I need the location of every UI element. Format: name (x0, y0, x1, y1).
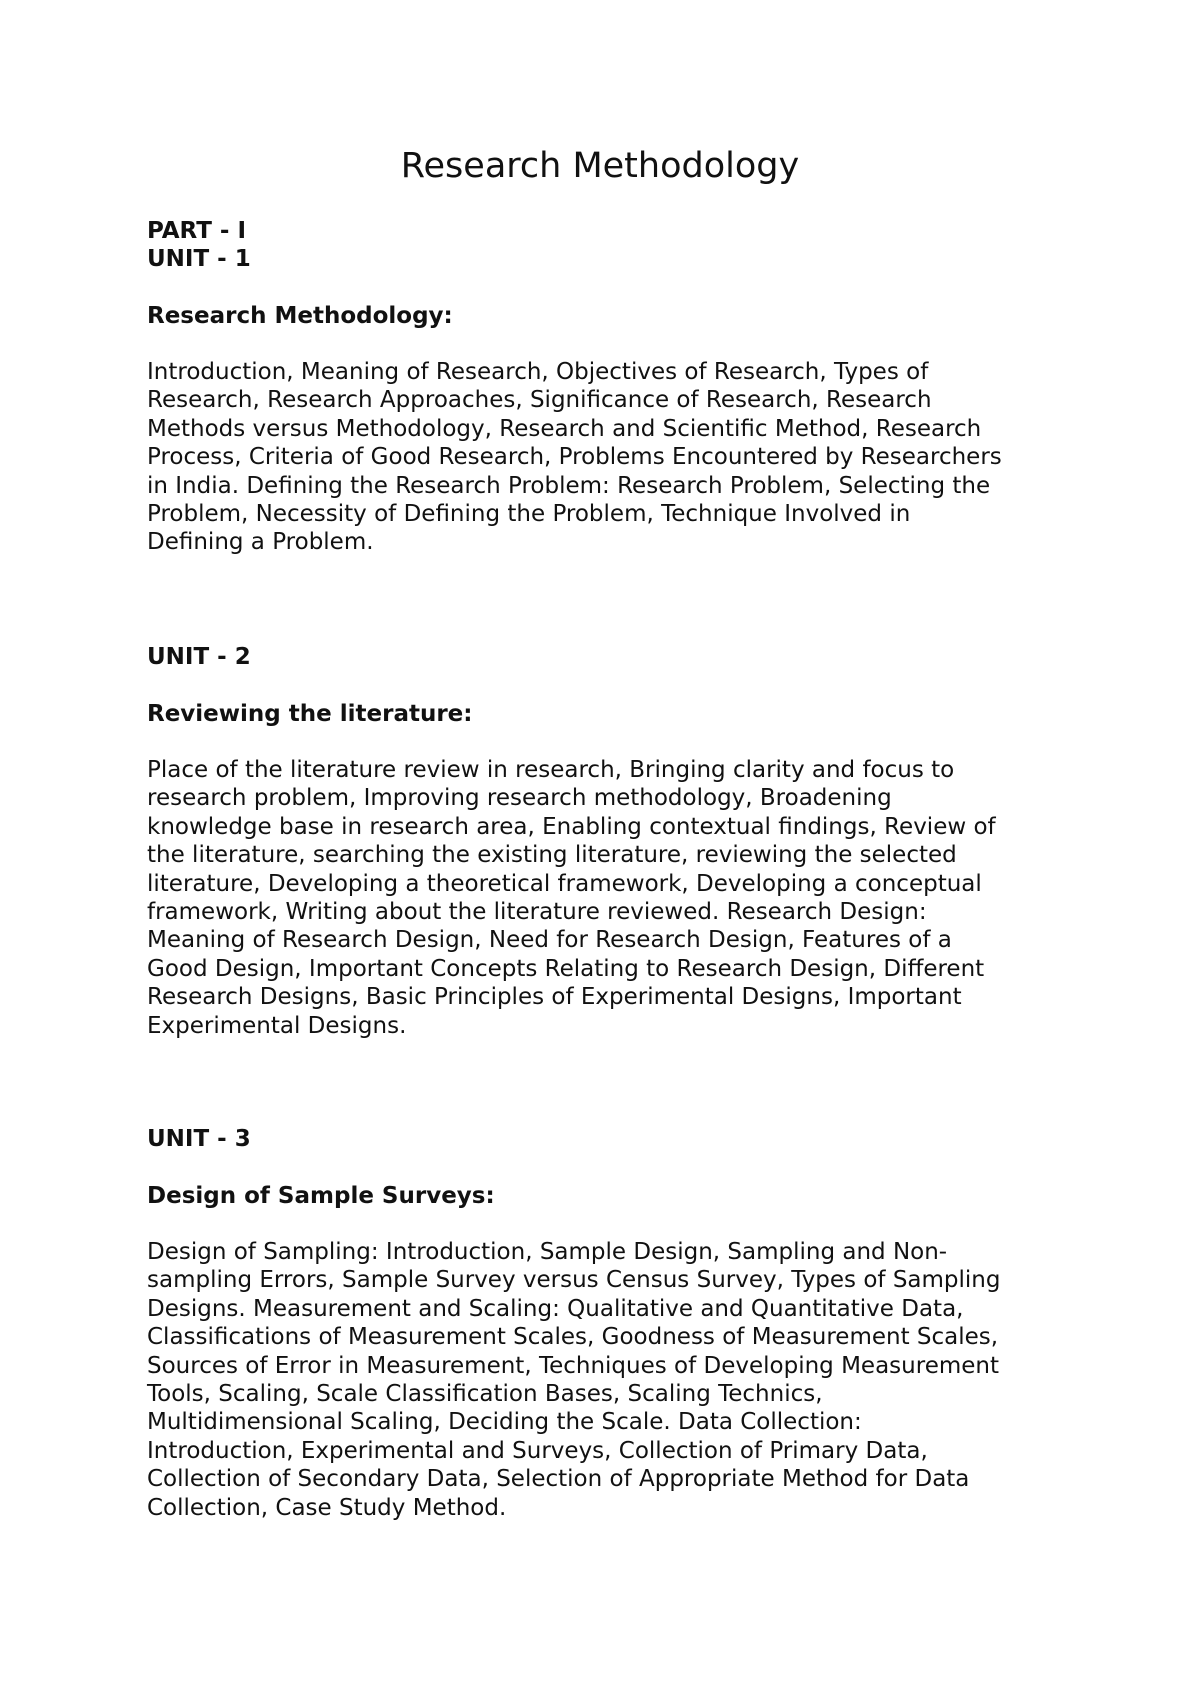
paragraph-line: Good Design, Important Concepts Relating to Research Design, Different (147, 955, 985, 982)
paragraph-line: Tools, Scaling, Scale Classification Bases, Scaling Technics, (147, 1381, 823, 1408)
unit-1-label: UNIT - 1 (147, 246, 251, 272)
paragraph-line: Sources of Error in Measurement, Techniques of Developing Measurement (147, 1352, 999, 1379)
paragraph-line: Process, Criteria of Good Research, Problems Encountered by Researchers (147, 444, 1002, 471)
paragraph-line: Problem, Necessity of Defining the Problem, Technique Involved in (147, 501, 911, 528)
paragraph-line: Research, Research Approaches, Significance of Research, Research (147, 387, 932, 414)
unit-2-description (147, 756, 1067, 1040)
paragraph-line: Methods versus Methodology, Research and Scientific Method, Research (147, 415, 982, 442)
paragraph-line: Introduction, Experimental and Surveys, Collection of Primary Data, (147, 1437, 928, 1464)
paragraph-line: Classifications of Measurement Scales, Goodness of Measurement Scales, (147, 1324, 999, 1351)
paragraph-line: Collection, Case Study Method. (147, 1494, 507, 1521)
document-title: Research Methodology (400, 146, 800, 186)
part-label: PART - I (147, 218, 247, 244)
unit-1-heading: Research Methodology: (147, 303, 453, 329)
unit-3-label: UNIT - 3 (147, 1126, 251, 1152)
unit-2-label: UNIT - 2 (147, 644, 251, 670)
unit-3-description (147, 1238, 1067, 1522)
paragraph-line: Defining a Problem. (147, 529, 374, 556)
paragraph-line: framework, Writing about the literature reviewed. Research Design: (147, 899, 927, 926)
unit-1-description (147, 358, 1067, 557)
paragraph-line: Place of the literature review in research, Bringing clarity and focus to (147, 757, 955, 783)
paragraph-line: Designs. Measurement and Scaling: Qualitative and Quantitative Data, (147, 1295, 964, 1322)
paragraph-line: Meaning of Research Design, Need for Research Design, Features of a (147, 927, 952, 954)
paragraph-line: Experimental Designs. (147, 1012, 407, 1039)
paragraph-line: Collection of Secondary Data, Selection of Appropriate Method for Data (147, 1466, 970, 1493)
paragraph-line: Research Designs, Basic Principles of Experimental Designs, Important (147, 984, 962, 1011)
paragraph-line: sampling Errors, Sample Survey versus Census Survey, Types of Sampling (147, 1267, 1001, 1294)
paragraph-line: Multidimensional Scaling, Deciding the Scale. Data Collection: (147, 1409, 862, 1436)
unit-3-heading: Design of Sample Surveys: (147, 1183, 495, 1209)
paragraph-line: the literature, searching the existing literature, reviewing the selected (147, 842, 957, 869)
paragraph-line: literature, Developing a theoretical framework, Developing a conceptual (147, 870, 982, 897)
paragraph-line: knowledge base in research area, Enabling contextual findings, Review of (147, 813, 996, 840)
unit-2-heading: Reviewing the literature: (147, 701, 473, 727)
paragraph-line: in India. Defining the Research Problem: Research Problem, Selecting the (147, 472, 991, 499)
paragraph-line: research problem, Improving research methodology, Broadening (147, 785, 892, 812)
paragraph-line: Introduction, Meaning of Research, Objectives of Research, Types of (147, 359, 929, 385)
paragraph-line: Design of Sampling: Introduction, Sample Design, Sampling and Non- (147, 1239, 948, 1265)
